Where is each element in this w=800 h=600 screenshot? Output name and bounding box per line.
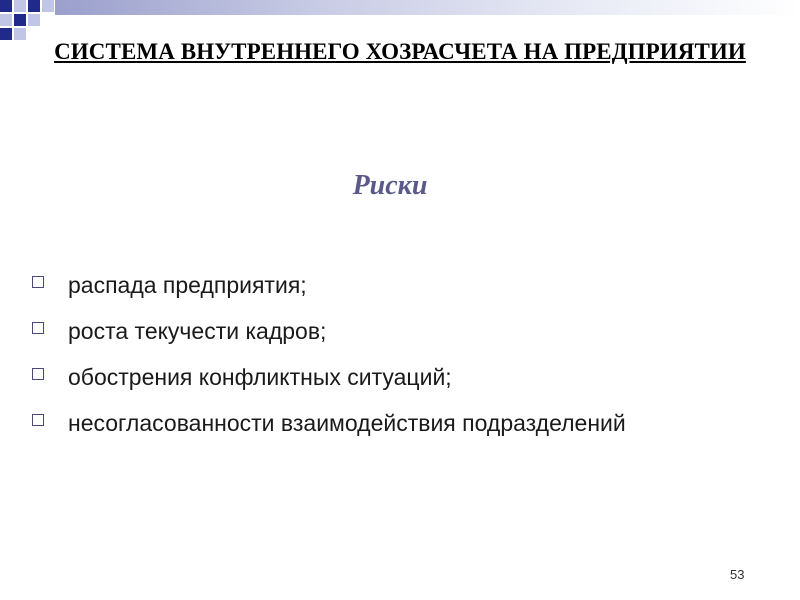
list-item-text: несогласованности взаимодействия подразделений (68, 410, 626, 436)
list-item-text: распада предприятия; (68, 272, 307, 298)
slide-subtitle: Риски (352, 170, 428, 201)
header-gradient-band (55, 0, 800, 15)
list-item (32, 314, 752, 349)
slide-title: СИСТЕМА ВНУТРЕННЕГО ХОЗРАСЧЕТА НА ПРЕДПРИЯТИИ (54, 39, 746, 64)
hollow-square-bullet-icon (32, 368, 44, 380)
list-item-text: обострения конфликтных ситуаций; (68, 364, 452, 390)
risk-list (32, 268, 752, 452)
page-number: 53 (730, 567, 745, 582)
hollow-square-bullet-icon (32, 322, 44, 334)
list-item (32, 360, 752, 395)
list-item (32, 406, 752, 441)
hollow-square-bullet-icon (32, 414, 44, 426)
list-item-text: роста текучести кадров; (68, 318, 327, 344)
hollow-square-bullet-icon (32, 276, 44, 288)
list-item (32, 268, 752, 303)
